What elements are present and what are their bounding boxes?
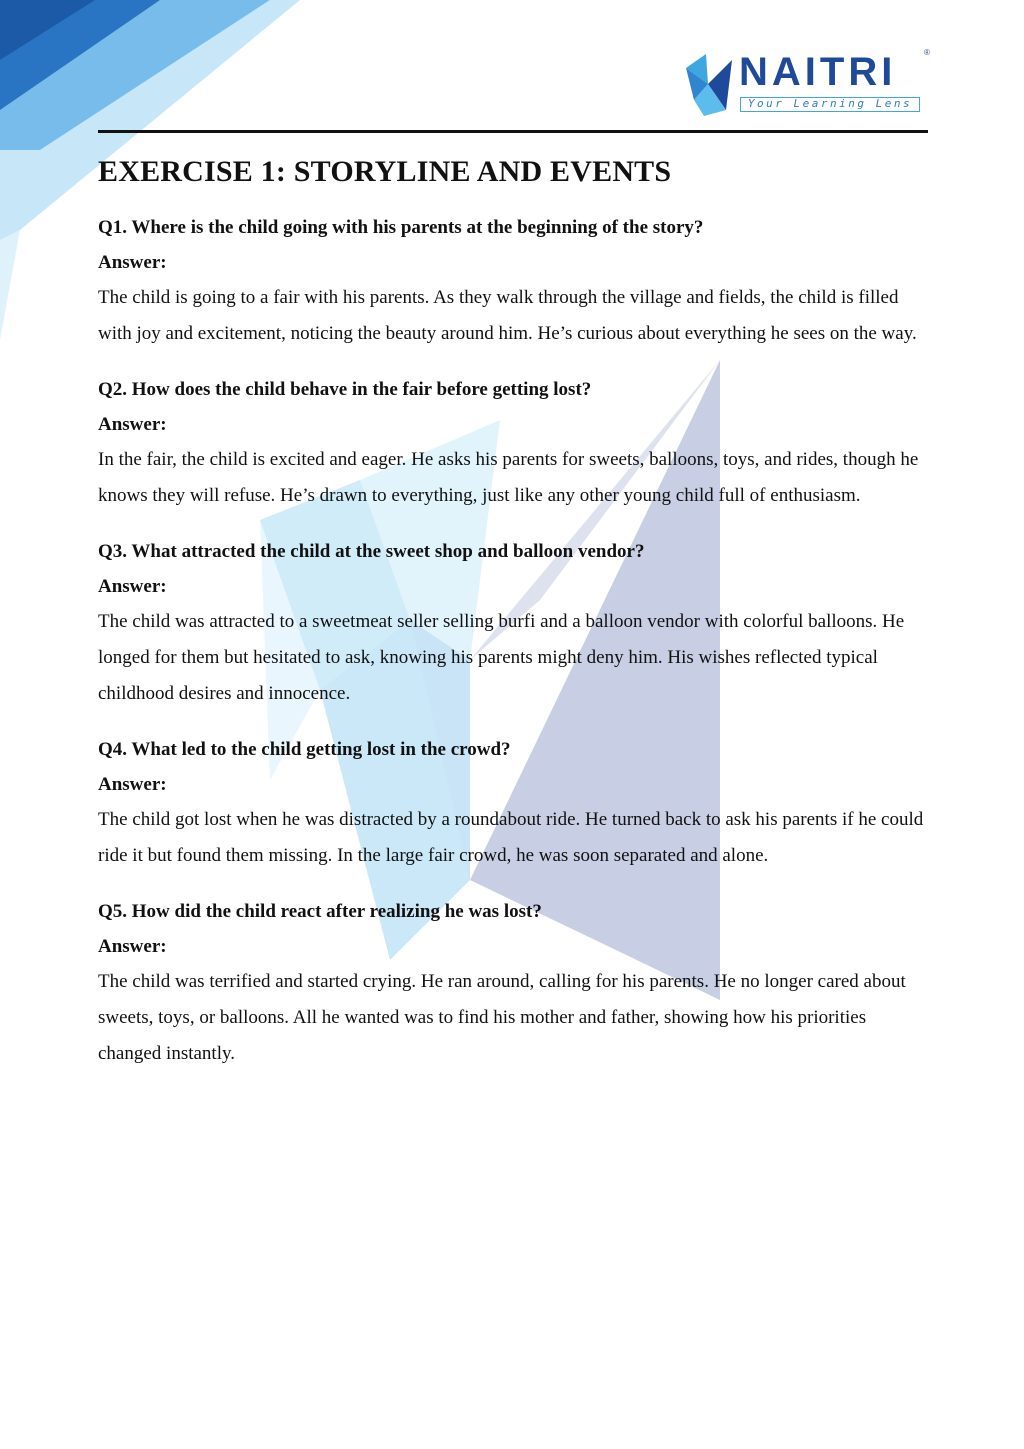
qa-item [98,372,930,514]
question-text: Q2. How does the child behave in the fair before getting lost? [98,379,592,400]
question-text: Q3. What attracted the child at the sweet shop and balloon vendor? [98,541,645,562]
question-text: Q1. Where is the child going with his parents at the beginning of the story? [98,217,704,238]
answer-text: The child got lost when he was distracted by a roundabout ride. He turned back to ask his parents if he could ride it but found them missing. In the large fair crowd, he was soon separated and alone. [98,809,924,866]
answer-text: In the fair, the child is excited and eager. He asks his parents for sweets, balloons, toys, and rides, though he knows they will refuse. He’s drawn to everything, just like any other young child full of enthusiasm. [98,449,919,506]
answer-text: The child was terrified and started crying. He ran around, calling for his parents. He no longer cared about sweets, toys, or balloons. All he wanted was to find his mother and father, showing how his priorities changed instantly. [98,971,906,1064]
answer-label: Answer: [98,936,167,957]
qa-item [98,894,930,1072]
answer-label: Answer: [98,414,167,435]
question-text: Q4. What led to the child getting lost in the crowd? [98,739,511,760]
logo-tagline: Your Learning Lens [740,97,920,112]
qa-item [98,732,930,874]
answer-label: Answer: [98,576,167,597]
header-divider [98,130,928,133]
naitri-logo [684,48,934,120]
answer-label: Answer: [98,252,167,273]
answer-text: The child is going to a fair with his parents. As they walk through the village and fields, the child is filled with joy and excitement, noticing the beauty around him. He’s curious about everything he sees on the way. [98,287,917,344]
answer-label: Answer: [98,774,167,795]
page-title: EXERCISE 1: STORYLINE AND EVENTS [98,155,672,188]
registered-mark: ® [924,48,930,57]
document-content [98,150,930,1092]
qa-item [98,534,930,712]
qa-item [98,210,930,352]
logo-wordmark: NAITRI [739,50,897,94]
question-text: Q5. How did the child react after realizing he was lost? [98,901,542,922]
answer-text: The child was attracted to a sweetmeat seller selling burfi and a balloon vendor with colorful balloons. He longed for them but hesitated to ask, knowing his parents might deny him. His wishes reflected typical childhood desires and innocence. [98,611,905,704]
logo-mark-icon [684,54,734,116]
